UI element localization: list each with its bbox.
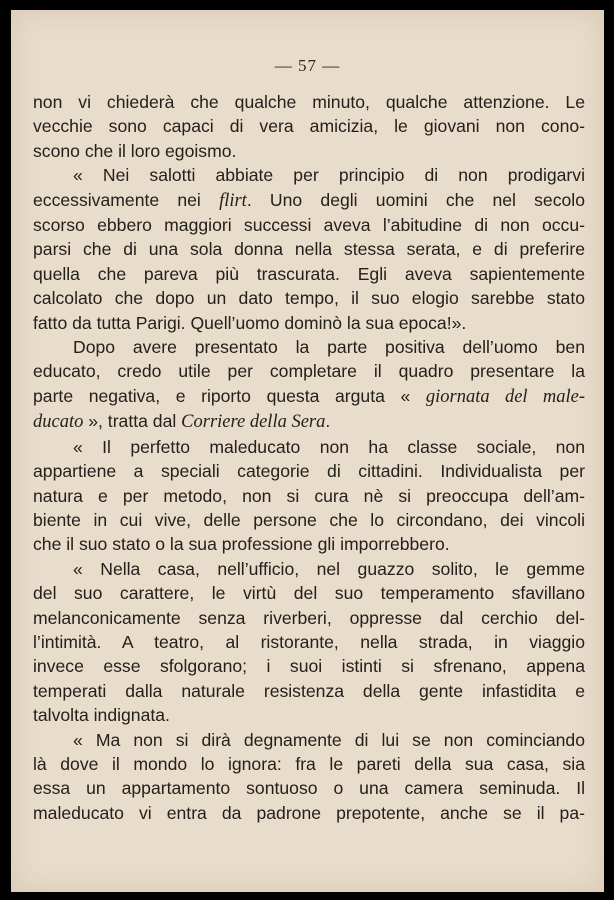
- italic-text-segment: ducato: [33, 412, 84, 433]
- text-line: [33, 435, 585, 459]
- text-line: [33, 801, 585, 825]
- text-segment: educato, credo utile per completare il quadro presentare la: [33, 361, 585, 382]
- text-segment: l’intimità. A teatro, al ristorante, nella strada, in viaggio: [33, 631, 585, 652]
- text-segment: quella che pareva più trascurata. Egli aveva sapientemente: [33, 263, 585, 284]
- text-segment: talvolta indignata.: [33, 705, 170, 726]
- text-line: [33, 728, 585, 752]
- text-line: [33, 409, 585, 434]
- text-segment: biente in cui vive, delle persone che lo circondano, dei vincoli: [33, 509, 585, 530]
- text-line: [33, 262, 585, 286]
- text-segment: eccessivamente nei: [33, 189, 220, 210]
- text-line: [33, 188, 585, 213]
- text-segment: là dove il mondo lo ignora: fra le pareti della sua casa, sia: [33, 753, 585, 774]
- text-segment: fatto da tutta Parigi. Quell’uomo dominò la sua epoca!».: [33, 312, 467, 333]
- text-line: [33, 459, 585, 483]
- text-line: [33, 703, 585, 727]
- text-line: [33, 237, 585, 261]
- text-segment: vecchie sono capaci di vera amicizia, le giovani non cono-: [33, 116, 585, 137]
- text-segment: essa un appartamento sontuoso o una camera seminuda. Il: [33, 778, 585, 799]
- page-number: — 57 —: [274, 56, 341, 75]
- text-line: [33, 532, 585, 556]
- text-segment: .: [325, 411, 331, 432]
- text-line: [33, 752, 585, 776]
- italic-text-segment: flirt: [219, 190, 247, 211]
- text-segment: « Nella casa, nell’ufficio, nel guazzo solito, le gemme: [73, 558, 585, 579]
- italic-text-segment: giornata del male-: [425, 386, 586, 407]
- text-segment: maleducato vi entra da padrone prepotente, anche se il pa-: [33, 802, 585, 823]
- text-line: [33, 508, 585, 532]
- text-segment: invece esse sfolgorano; i suoi istinti si sfrenano, appena: [33, 656, 585, 677]
- text-line: [33, 163, 585, 187]
- text-segment: melanconicamente senza riverberi, oppresse dal cerchio del-: [33, 607, 585, 628]
- text-line: [33, 311, 585, 335]
- text-line: [33, 139, 585, 163]
- text-segment: temperati dalla naturale resistenza della gente infastidita e: [33, 680, 585, 701]
- text-line: [33, 213, 585, 237]
- text-line: [33, 384, 585, 409]
- text-line: [33, 581, 585, 605]
- text-segment: « Ma non si dirà degnamente di lui se non cominciando: [73, 729, 585, 750]
- text-segment: calcolato che dopo un dato tempo, il suo elogio sarebbe stato: [33, 288, 585, 309]
- text-line: [33, 630, 585, 654]
- text-segment: appartiene a speciali categorie di cittadini. Individualista per: [33, 461, 585, 482]
- text-line: [33, 359, 585, 383]
- text-segment: parte negativa, e riporto questa arguta «: [33, 385, 426, 406]
- text-segment: natura e per metodo, non si cura nè si preoccupa dell’am-: [33, 485, 585, 506]
- text-line: [33, 484, 585, 508]
- text-line: [33, 606, 585, 630]
- text-line: [33, 114, 585, 138]
- page-body-text: [33, 90, 585, 825]
- text-segment: « Il perfetto maleducato non ha classe sociale, non: [73, 436, 585, 457]
- text-line: [33, 557, 585, 581]
- text-line: [33, 335, 585, 359]
- text-segment: », tratta dal: [83, 411, 182, 432]
- text-segment: non vi chiederà che qualche minuto, qualche attenzione. Le: [33, 92, 585, 112]
- italic-text-segment: Corriere della Sera: [181, 412, 326, 433]
- text-segment: . Uno degli uomini che nel secolo: [246, 189, 585, 210]
- text-segment: che il suo stato o la sua professione gli imporrebbero.: [33, 534, 450, 555]
- text-line: [33, 776, 585, 800]
- text-line: [33, 286, 585, 310]
- text-line: [33, 679, 585, 703]
- text-segment: Dopo avere presentato la parte positiva dell’uomo ben: [73, 337, 585, 358]
- text-segment: « Nei salotti abbiate per principio di non prodigarvi: [73, 165, 585, 186]
- text-segment: scono che il loro egoismo.: [33, 140, 237, 161]
- text-segment: parsi che di una sola donna nella stessa serata, e di preferire: [33, 239, 585, 260]
- book-page: [11, 10, 604, 892]
- text-line: [33, 90, 585, 114]
- text-segment: del suo carattere, le virtù del suo temperamento sfavillano: [33, 583, 585, 604]
- text-line: [33, 654, 585, 678]
- text-segment: scorso ebbero maggiori successi aveva l’abitudine di non occu-: [33, 215, 585, 236]
